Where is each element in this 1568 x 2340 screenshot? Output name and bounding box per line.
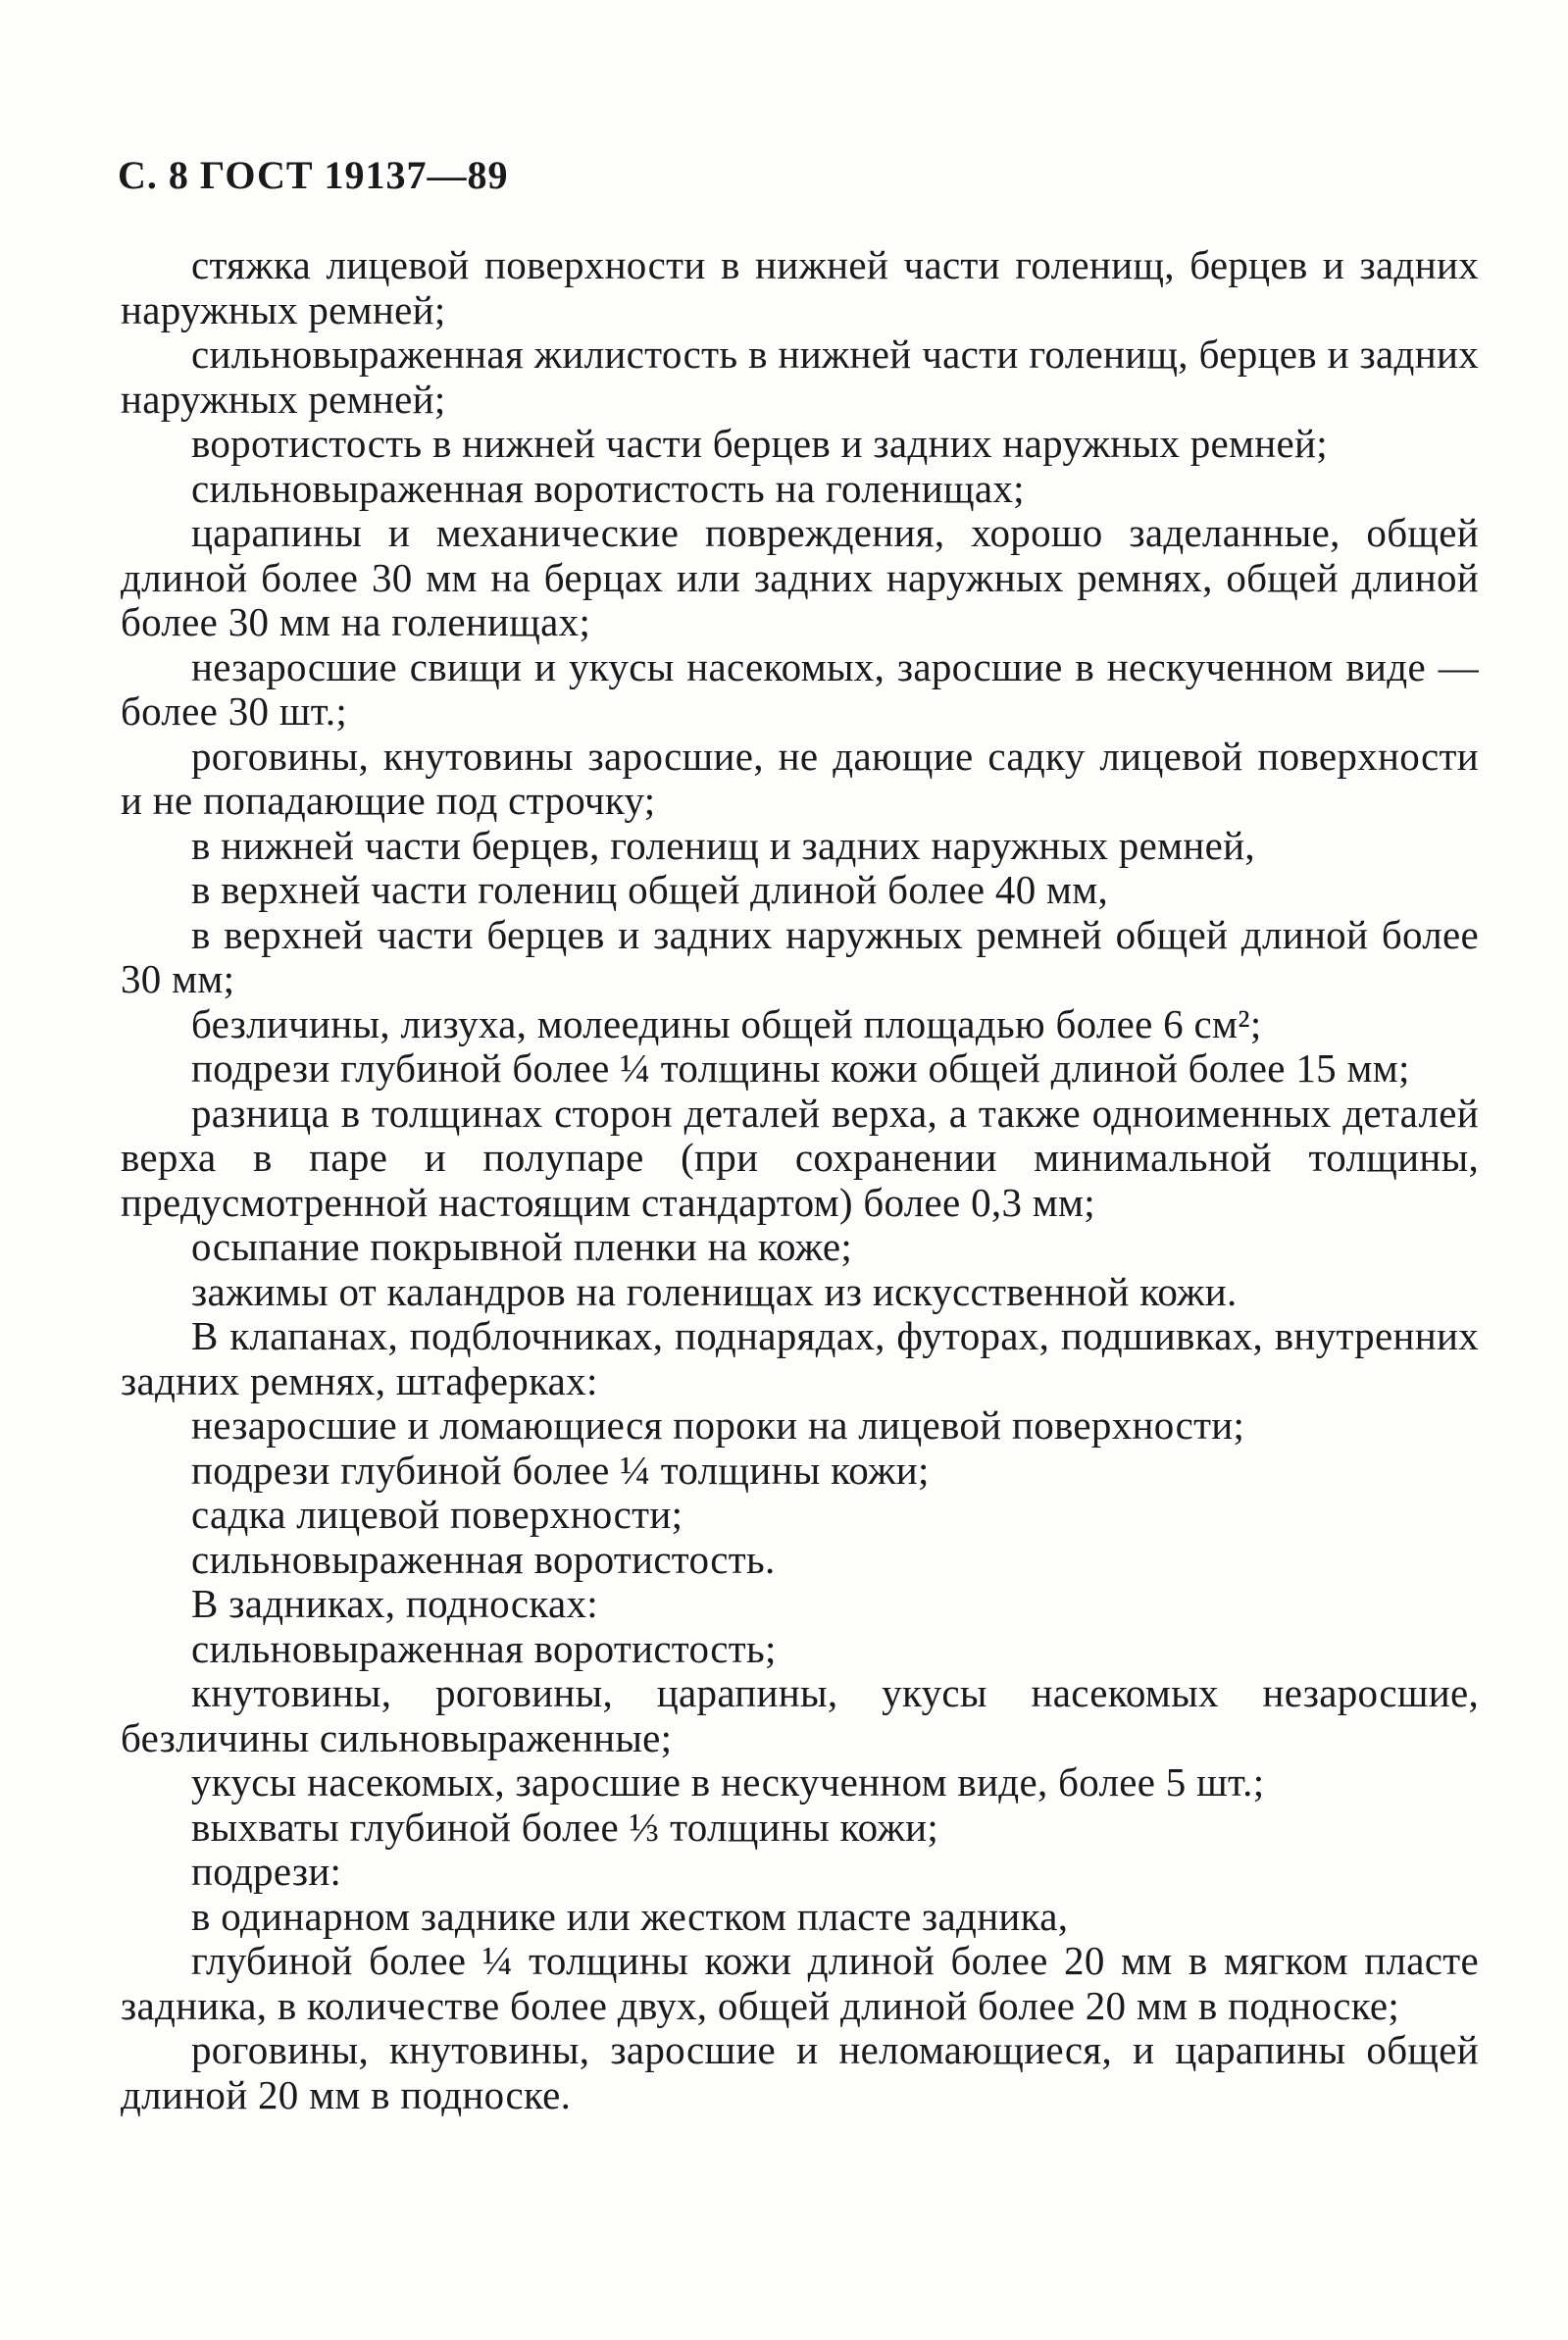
paragraph: сильновыраженная жилистость в нижней части голенищ, берцев и задних наружных ремней; [121,331,1479,422]
paragraph: сильновыраженная воротистость на голенищах; [191,465,1025,511]
paragraph: роговины, кнутовины, заросшие и неломающиеся, и царапины общей длиной 20 мм в подноске. [121,2027,1479,2117]
section-heading: В клапанах, подблочниках, поднарядах, футорах, подшивках, внутренних задних ремнях, штаферках: [121,1313,1479,1403]
paragraph: незаросшие и ломающиеся пороки на лицевой поверхности; [191,1402,1245,1448]
paragraph: в нижней части берцев, голенищ и задних наружных ремней, [191,822,1255,868]
paragraph: воротистость в нижней части берцев и задних наружных ремней; [191,421,1328,466]
paragraph: кнутовины, роговины, царапины, укусы насекомых незаросшие, безличины сильновыраженные; [121,1670,1479,1760]
paragraph: подрези: [191,1849,342,1894]
paragraph: сильновыраженная воротистость. [191,1536,776,1582]
paragraph: в одинарном заднике или жестком пласте задника, [191,1893,1069,1939]
paragraph: безличины, лизуха, молеедины общей площадью более 6 см²; [191,1000,1262,1046]
paragraph: садка лицевой поверхности; [191,1492,683,1537]
paragraph: укусы насекомых, заросшие в нескученном виде, более 5 шт.; [191,1759,1265,1805]
section-heading: В задниках, подносках: [191,1581,598,1626]
paragraph: незаросшие свищи и укусы насекомых, заросшие в нескученном виде — более 30 шт.; [121,643,1479,734]
paragraph: подрези глубиной более ¼ толщины кожи; [191,1447,930,1493]
paragraph: в верхней части голениц общей длиной более 40 мм, [191,867,1109,912]
paragraph: стяжка лицевой поверхности в нижней части голенищ, берцев и задних наружных ремней; [121,242,1479,332]
paragraph: роговины, кнутовины заросшие, не дающие садку лицевой поверхности и не попадающие под строчку; [121,733,1479,823]
paragraph: в верхней части берцев и задних наружных ремней общей длиной более 30 мм; [121,911,1479,1001]
paragraph: глубиной более ¼ толщины кожи длиной более 20 мм в мягком пласте задника, в количестве более двух, общей длиной более 20 мм в подноске; [121,1938,1479,2028]
paragraph: царапины и механические повреждения, хорошо заделанные, общей длиной более 30 мм на берцах или задних наружных ремнях, общей длиной более 30 мм на голенищах; [121,510,1479,644]
paragraph: разница в толщинах сторон деталей верха, а также одноименных деталей верха в паре и полупаре (при сохранении минимальной толщины, предусмотренной настоящим стандартом) более 0,3 мм; [121,1090,1479,1225]
body-text [121,243,1479,2117]
paragraph: выхваты глубиной более ⅓ толщины кожи; [191,1804,939,1850]
paragraph: зажимы от каландров на голенищах из искусственной кожи. [191,1268,1238,1314]
paragraph: подрези глубиной более ¼ толщины кожи общей длиной более 15 мм; [191,1045,1410,1091]
paragraph: осыпание покрывной пленки на коже; [191,1224,853,1269]
paragraph: сильновыраженная воротистость; [191,1625,777,1671]
page-header: С. 8 ГОСТ 19137—89 [118,153,509,197]
